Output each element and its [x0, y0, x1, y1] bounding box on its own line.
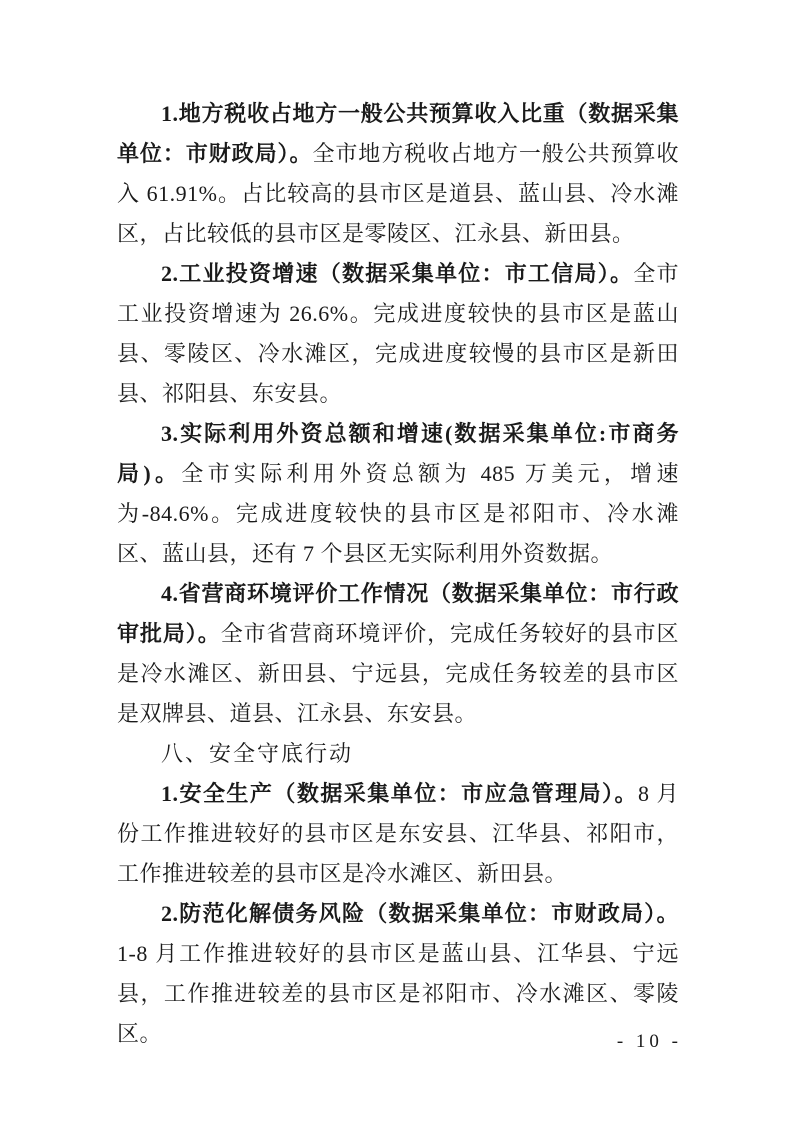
paragraph-business-environment-evaluation-body: 全市省营商环境评价，完成任务较好的县市区是冷水滩区、新田县、宁远县，完成任务较差的县市区是双牌县、道县、江永县、东安县。 [117, 621, 679, 726]
paragraph-debt-risk-lead: 2.防范化解债务风险（数据采集单位：市财政局）。 [161, 901, 679, 926]
paragraph-business-environment-evaluation [117, 574, 679, 734]
paragraph-work-safety-body: 8 月份工作推进较好的县市区是东安县、江华县、祁阳市，工作推进较差的县市区是冷水滩区、新田县。 [117, 781, 679, 886]
page-content [117, 94, 679, 1054]
paragraph-foreign-capital-lead: 3.实际利用外资总额和增速(数据采集单位:市商务局)。 [117, 421, 679, 486]
paragraph-debt-risk-body: 1-8 月工作推进较好的县市区是蓝山县、江华县、宁远县，工作推进较差的县市区是祁阳市、冷水滩区、零陵区。 [117, 941, 679, 1046]
paragraph-foreign-capital-body: 全市实际利用外资总额为 485 万美元，增速为-84.6%。完成进度较快的县市区是祁阳市、冷水滩区、蓝山县，还有 7 个县区无实际利用外资数据。 [117, 461, 679, 566]
paragraph-industrial-investment-growth [117, 254, 679, 414]
paragraph-work-safety [117, 774, 679, 894]
paragraph-foreign-capital [117, 414, 679, 574]
page-number: - 10 - [616, 1031, 682, 1052]
paragraph-industrial-investment-growth-lead: 2.工业投资增速（数据采集单位：市工信局）。 [161, 261, 634, 286]
section-heading-safety-action: 八、安全守底行动 [161, 741, 354, 766]
paragraph-local-tax-share-lead: 1.地方税收占地方一般公共预算收入比重（数据采集单位：市财政局）。 [117, 101, 679, 166]
paragraph-debt-risk [117, 894, 679, 1054]
paragraph-local-tax-share [117, 94, 679, 254]
paragraph-work-safety-lead: 1.安全生产（数据采集单位：市应急管理局）。 [161, 781, 638, 806]
paragraph-local-tax-share-body: 全市地方税收占地方一般公共预算收入 61.91%。占比较高的县市区是道县、蓝山县、冷水滩区，占比较低的县市区是零陵区、江永县、新田县。 [117, 141, 679, 246]
paragraph-business-environment-evaluation-lead: 4.省营商环境评价工作情况（数据采集单位：市行政审批局）。 [117, 581, 679, 646]
paragraph-industrial-investment-growth-body: 全市工业投资增速为 26.6%。完成进度较快的县市区是蓝山县、零陵区、冷水滩区，完成进度较慢的县市区是新田县、祁阳县、东安县。 [117, 261, 679, 406]
